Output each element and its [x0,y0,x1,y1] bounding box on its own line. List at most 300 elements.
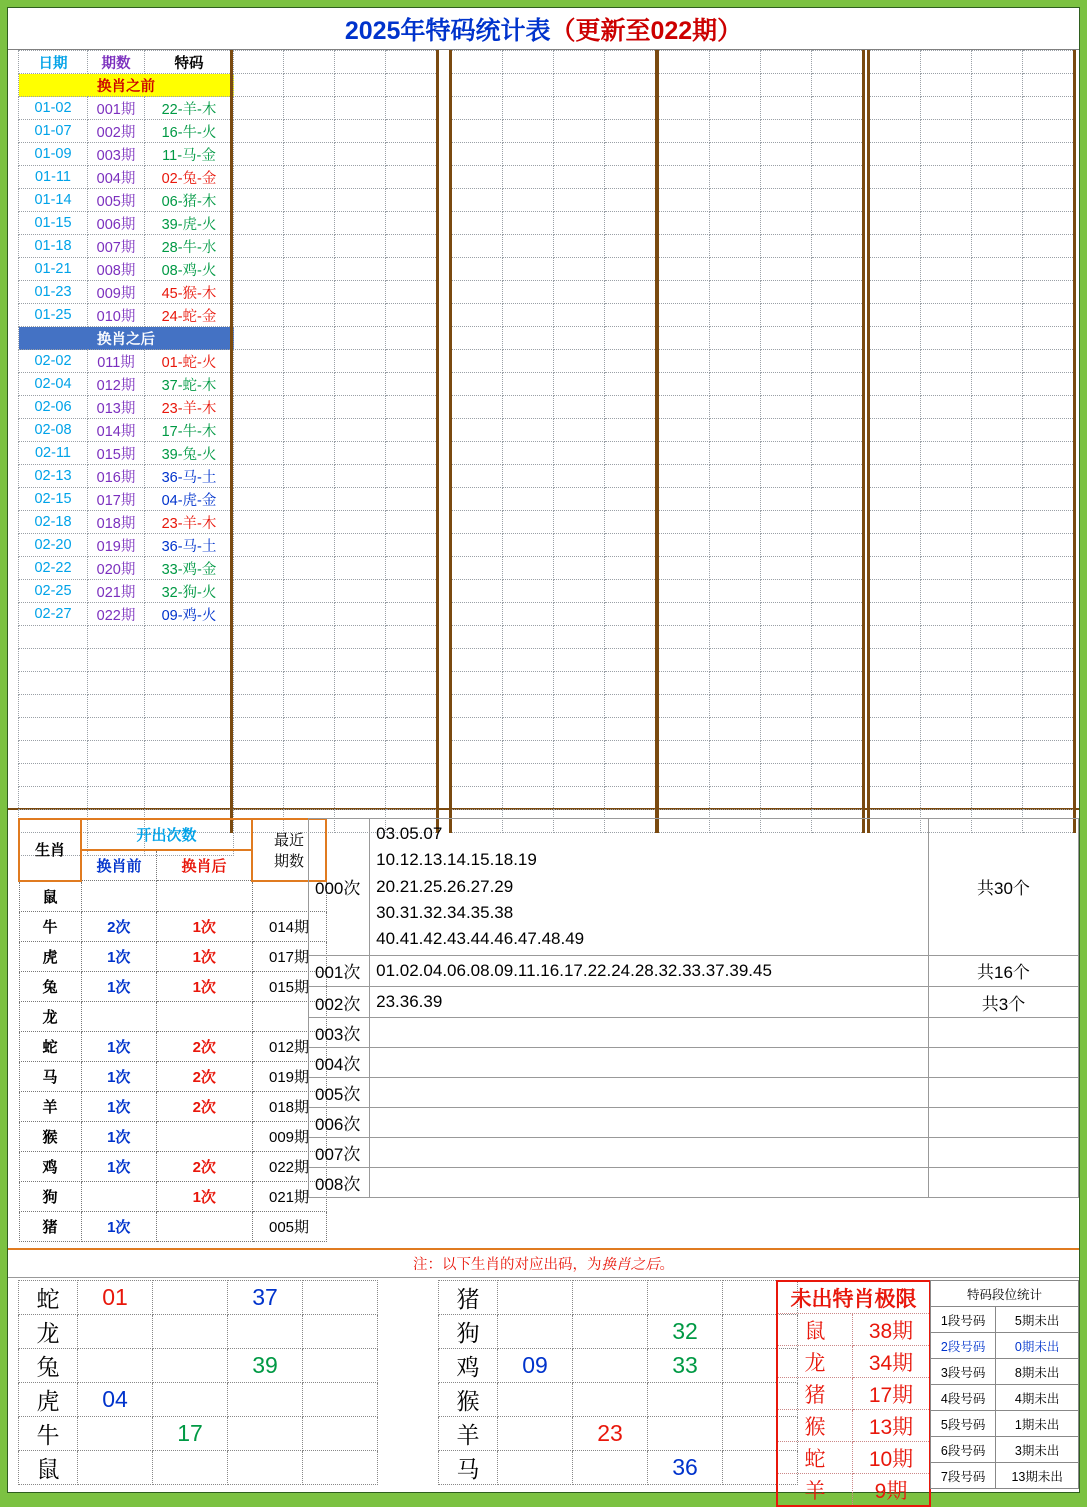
blank-cell [451,488,503,511]
cell-issue: 015期 [88,442,145,465]
segment-value: 4期未出 [996,1385,1079,1411]
blank-cell [921,281,972,304]
blank-cell [1023,787,1075,810]
title-update: （更新至022期） [550,16,743,45]
segment-label: 5段号码 [931,1411,996,1437]
blank-cell [386,626,438,649]
zodiac-count-after [157,1211,253,1241]
blank-cell [710,787,761,810]
cell-issue: 008期 [88,258,145,281]
freq-total [928,1138,1078,1168]
blank-cell [335,741,386,764]
blank-cell [451,74,503,97]
freq-numbers [370,1078,929,1108]
blank-grid-4 [867,50,1076,833]
blank-cell [710,235,761,258]
blank-cell [335,465,386,488]
blank-cell [335,189,386,212]
zodiac-count-table [18,818,327,1242]
code-cell [498,1281,573,1315]
blank-cell [1023,488,1075,511]
cell-issue: 022期 [88,603,145,626]
blank-cell [335,511,386,534]
blank-cell [335,51,386,74]
cell-issue: 007期 [88,235,145,258]
cell-code: 17-牛-木 [145,419,234,442]
blank-row [232,419,438,442]
code-cell [228,1417,303,1451]
blank-cell [335,304,386,327]
blank-cell [869,718,921,741]
blank-cell [605,304,657,327]
blank-cell [605,718,657,741]
blank-cell [451,235,503,258]
code-cell [498,1315,573,1349]
code-cell [78,1315,153,1349]
blank-cell [451,442,503,465]
blank-cell [605,396,657,419]
code-zodiac: 马 [439,1451,498,1485]
blank-cell [869,235,921,258]
blank-cell [605,350,657,373]
blank-cell [451,511,503,534]
code-row [19,1451,378,1485]
code-cell [303,1417,378,1451]
cell-date: 01-07 [19,120,88,143]
cell-date: 02-22 [19,557,88,580]
blank-cell [869,442,921,465]
segment-value: 3期未出 [996,1437,1079,1463]
blank-cell [451,626,503,649]
blank-cell [232,166,284,189]
blank-cell [232,626,284,649]
blank-row [232,97,438,120]
blank-cell [921,695,972,718]
blank-row [658,51,864,74]
freq-row [309,1078,1079,1108]
blank-row [232,465,438,488]
blank-cell [972,764,1023,787]
zodiac-header-name: 生肖 [19,819,81,881]
blank-cell [605,442,657,465]
blank-cell [869,143,921,166]
blank-row [451,419,657,442]
blank-row [451,189,657,212]
header-date: 日期 [19,51,88,74]
blank-row [232,718,438,741]
blank-cell [335,626,386,649]
blank-cell [658,580,710,603]
blank-cell [658,373,710,396]
blank-cell [1023,373,1075,396]
cell-date: 02-04 [19,373,88,396]
blank-cell [812,511,864,534]
code-zodiac: 鸡 [439,1349,498,1383]
blank-cell [605,281,657,304]
blank-cell [386,143,438,166]
blank-cell [335,373,386,396]
blank-cell [812,764,864,787]
cell-issue: 021期 [88,580,145,603]
blank-cell [284,672,335,695]
blank-cell [812,649,864,672]
blank-cell [761,143,812,166]
freq-label: 002次 [309,987,370,1018]
blank-row [658,166,864,189]
blank-cell [1023,580,1075,603]
segment-row [931,1359,1079,1385]
segment-value: 0期未出 [996,1333,1079,1359]
blank-cell [921,511,972,534]
blank-cell [658,695,710,718]
cell-issue: 004期 [88,166,145,189]
blank-row [658,718,864,741]
code-cell: 36 [648,1451,723,1485]
code-cell [573,1349,648,1383]
cell-date: 01-23 [19,281,88,304]
blank-row [869,120,1075,143]
zodiac-count-before [81,881,157,912]
blank-cell [1023,51,1075,74]
blank-row [451,511,657,534]
blank-cell [761,396,812,419]
freq-numbers [370,1018,929,1048]
blank-cell [554,787,605,810]
blank-cell [386,419,438,442]
blank-row [451,488,657,511]
blank-row [658,327,864,350]
blank-cell [1023,672,1075,695]
blank-cell [921,764,972,787]
code-cell [153,1383,228,1417]
blank-cell [284,189,335,212]
blank-cell [605,465,657,488]
blank-cell [503,764,554,787]
note-prefix: 注：以下生肖的对应出码，为 [413,1257,602,1273]
blank-cell [812,695,864,718]
blank-cell [232,235,284,258]
cell-date: 02-27 [19,603,88,626]
blank-row [658,281,864,304]
limit-row [777,1346,930,1378]
limit-value: 13期 [853,1410,931,1442]
limit-row [777,1410,930,1442]
blank-cell [869,74,921,97]
blank-cell [554,488,605,511]
blank-cell [658,764,710,787]
blank-cell [710,373,761,396]
blank-cell [812,741,864,764]
blank-row [451,672,657,695]
blank-cell [554,580,605,603]
code-row [439,1383,798,1417]
cell-date: 02-20 [19,534,88,557]
blank-row [451,166,657,189]
header-issue: 期数 [88,51,145,74]
zodiac-count-before: 2次 [81,911,157,941]
blank-row [869,787,1075,810]
freq-label: 000次 [309,819,370,956]
blank-grid-2 [449,50,658,833]
blank-cell [451,695,503,718]
blank-cell [869,741,921,764]
blank-cell [761,695,812,718]
code-cell [498,1383,573,1417]
blank-cell [921,304,972,327]
page-title [8,8,1079,50]
blank-cell [503,626,554,649]
blank-row [451,74,657,97]
blank-cell [605,672,657,695]
blank-cell [605,373,657,396]
zodiac-name: 鸡 [19,1151,81,1181]
blank-cell [972,212,1023,235]
zodiac-row [19,1001,326,1031]
blank-cell [554,143,605,166]
blank-cell [921,143,972,166]
blank-row [232,695,438,718]
blank-cell [451,787,503,810]
limit-value: 9期 [853,1474,931,1507]
blank-cell [921,672,972,695]
code-cell [303,1383,378,1417]
blank-cell [335,120,386,143]
table-row [19,511,234,534]
freq-label: 006次 [309,1108,370,1138]
blank-row [232,373,438,396]
freq-label: 001次 [309,955,370,986]
blank-cell [812,143,864,166]
blank-cell [605,97,657,120]
blank-cell [232,534,284,557]
blank-row [869,327,1075,350]
blank-row [658,235,864,258]
zodiac-recent-issue: 017期 [252,941,326,971]
blank-row [232,649,438,672]
code-cell [153,1349,228,1383]
blank-cell [451,373,503,396]
cell-date: 02-06 [19,396,88,419]
blank-row [869,580,1075,603]
blank-cell [503,74,554,97]
cell-issue: 006期 [88,212,145,235]
blank-cell [451,603,503,626]
freq-numbers [370,1168,929,1198]
blank-cell [386,603,438,626]
blank-row [658,143,864,166]
blank-cell [605,143,657,166]
blank-row [232,626,438,649]
blank-row [451,534,657,557]
blank-cell [1023,649,1075,672]
code-row [439,1281,798,1315]
blank-cell [972,143,1023,166]
table-row [19,557,234,580]
blank-cell [554,97,605,120]
blank-cell [761,718,812,741]
cell-date: 01-18 [19,235,88,258]
blank-cell [658,143,710,166]
blank-cell [761,626,812,649]
blank-cell [503,97,554,120]
blank-cell [284,258,335,281]
blank-cell [554,212,605,235]
segment-label: 4段号码 [931,1385,996,1411]
freq-label: 005次 [309,1078,370,1108]
blank-cell [812,534,864,557]
blank-cell [335,718,386,741]
blank-row [451,442,657,465]
blank-row [869,465,1075,488]
cell-code: 37-蛇-木 [145,373,234,396]
blank-row [658,258,864,281]
blank-cell [1023,534,1075,557]
zodiac-count-before: 1次 [81,1091,157,1121]
blank-cell [972,166,1023,189]
freq-row [309,1168,1079,1198]
blank-cell [710,764,761,787]
blank-cell [503,511,554,534]
segment-value: 8期未出 [996,1359,1079,1385]
blank-cell [284,787,335,810]
blank-row [869,672,1075,695]
blank-cell [658,741,710,764]
blank-cell [232,304,284,327]
freq-total [928,1168,1078,1198]
blank-cell [658,534,710,557]
blank-cell [761,534,812,557]
blank-cell [232,212,284,235]
blank-row [869,557,1075,580]
blank-cell [658,281,710,304]
blank-cell [761,258,812,281]
blank-cell [869,672,921,695]
code-cell [573,1315,648,1349]
zodiac-name: 蛇 [19,1031,81,1061]
blank-cell [869,258,921,281]
blank-cell [605,534,657,557]
cell-code: 11-马-金 [145,143,234,166]
blank-row [451,396,657,419]
blank-cell [658,350,710,373]
segment-label: 2段号码 [931,1333,996,1359]
code-cell [153,1281,228,1315]
blank-cell [335,281,386,304]
blank-cell [710,350,761,373]
limit-row [777,1314,930,1346]
blank-cell [710,557,761,580]
blank-cell [451,741,503,764]
zodiac-row [19,1121,326,1151]
zodiac-recent-issue: 014期 [252,911,326,941]
blank-cell [812,787,864,810]
zodiac-row [19,911,326,941]
blank-cell [921,741,972,764]
blank-cell [284,695,335,718]
blank-cell [710,396,761,419]
blank-row [658,626,864,649]
blank-cell [812,97,864,120]
code-zodiac: 龙 [19,1315,78,1349]
blank-cell [386,189,438,212]
table-row [19,235,234,258]
freq-row [309,955,1079,986]
segment-value: 5期未出 [996,1307,1079,1333]
blank-cell [451,396,503,419]
blank-cell [232,741,284,764]
cell-code: 39-虎-火 [145,212,234,235]
limit-zodiac: 猴 [777,1410,853,1442]
blank-cell [869,327,921,350]
blank-cell [761,189,812,212]
blank-cell [503,695,554,718]
blank-cell [1023,350,1075,373]
zodiac-row [19,1091,326,1121]
blank-cell [972,373,1023,396]
zodiac-count-before: 1次 [81,971,157,1001]
freq-numbers: 23.36.39 [370,987,929,1018]
table-row [19,189,234,212]
zodiac-recent-issue: 009期 [252,1121,326,1151]
blank-cell [761,419,812,442]
blank-row [869,235,1075,258]
blank-cell [284,396,335,419]
blank-cell [503,488,554,511]
blank-cell [761,74,812,97]
blank-cell [284,626,335,649]
blank-cell [710,649,761,672]
blank-cell [921,442,972,465]
cell-date: 02-02 [19,350,88,373]
blank-cell [554,672,605,695]
blank-cell [335,97,386,120]
limit-zodiac: 蛇 [777,1442,853,1474]
code-cell [78,1451,153,1485]
code-cell [153,1315,228,1349]
blank-cell [972,511,1023,534]
blank-cell [284,327,335,350]
code-cell [573,1281,648,1315]
blank-row [451,51,657,74]
blank-cell [451,212,503,235]
table-row [19,603,234,626]
blank-cell [503,718,554,741]
zodiac-count-after: 2次 [157,1031,253,1061]
blank-cell [658,189,710,212]
blank-cell [761,350,812,373]
blank-cell [761,511,812,534]
blank-cell [503,304,554,327]
blank-cell [503,419,554,442]
blank-row [869,534,1075,557]
limit-row [777,1474,930,1507]
blank-row [451,741,657,764]
blank-cell [921,718,972,741]
code-row [19,1383,378,1417]
cell-issue: 020期 [88,557,145,580]
freq-total [928,1018,1078,1048]
blank-cell [503,396,554,419]
header-code: 特码 [145,51,234,74]
blank-row [869,281,1075,304]
freq-row [309,1048,1079,1078]
blank-cell [921,649,972,672]
cell-code: 01-蛇-火 [145,350,234,373]
blank-cell [658,557,710,580]
table-row [19,465,234,488]
blank-cell [284,97,335,120]
zodiac-row [19,1061,326,1091]
